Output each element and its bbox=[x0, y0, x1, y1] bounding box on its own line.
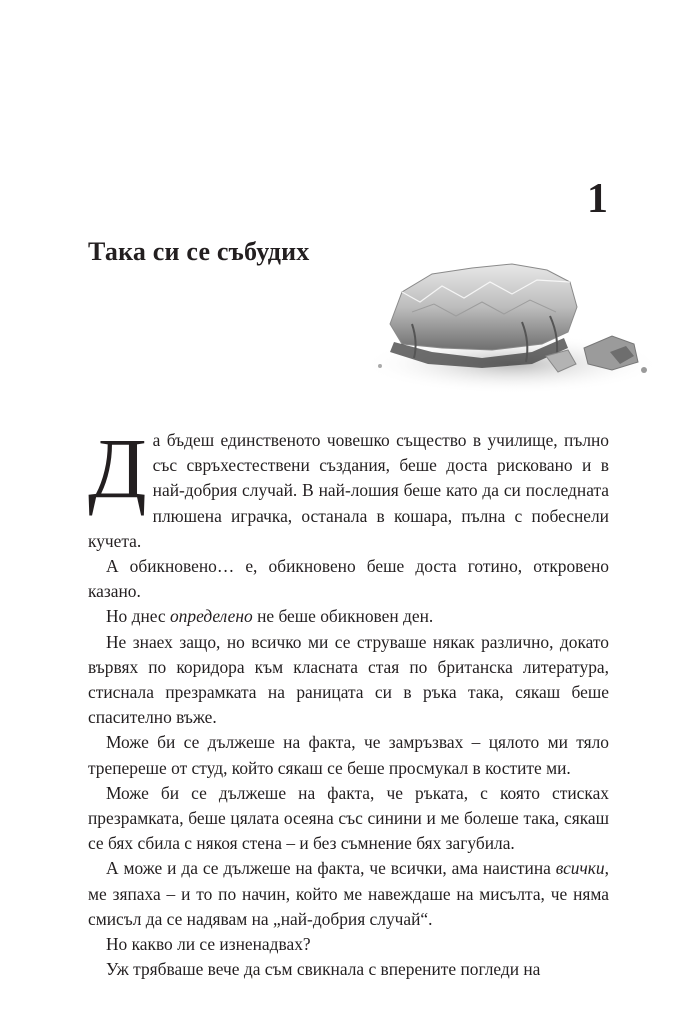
crystal-rock-illustration bbox=[372, 252, 662, 402]
paragraph-text: Но днес bbox=[106, 606, 170, 627]
paragraph bbox=[88, 604, 609, 629]
chapter-title: Така си се събудих bbox=[88, 237, 310, 266]
paragraph: А обикновено… е, обикновено беше доста готино, откровено казано. bbox=[88, 556, 609, 602]
paragraph: Но какво ли се изненадвах? bbox=[106, 934, 311, 955]
paragraph-text: а бъдеш единственото човешко същество в училище, пълно със свръхестествени създания, беше доста рисковано и в най-добрия случай. В най-лошия беше като да си последната плюшена играчка, останала в кошара, пълна с побеснели кучета. bbox=[88, 430, 609, 551]
paragraph: Уж трябваше вече да съм свикнала с вперените погледи на bbox=[106, 959, 541, 980]
paragraph: Може би се дължеше на факта, че замръзвах – цялото ми тяло трепереше от студ, който сякаш се беше просмукал в костите ми. bbox=[88, 732, 609, 778]
paragraph: Не знаех защо, но всичко ми се струваше някак различно, докато вървях по коридора към класната стая по британска литература, стиснала презрамката на раницата си в ръка така, сякаш беше спасително въже. bbox=[88, 631, 609, 728]
body-text bbox=[88, 420, 609, 982]
paragraph-text: не беше обикновен ден. bbox=[252, 606, 434, 627]
drop-cap: Д bbox=[88, 420, 147, 516]
paragraph bbox=[88, 856, 609, 932]
paragraph-text: , ме зяпаха – и то по начин, който ме навеждаше на мисълта, че няма смисъл да се надявам на „най-добрия случай“. bbox=[88, 858, 609, 929]
paragraph-text: А може и да се дължеше на факта, че всички, ама наистина bbox=[106, 858, 556, 879]
paragraph bbox=[88, 420, 609, 554]
chapter-number: 1 bbox=[587, 176, 608, 222]
paragraph: Може би се дължеше на факта, че ръката, с която стисках презрамката, беше цялата осеяна със синини и ме болеше така, сякаш се бях сбила с някоя стена – и без съмнение бях загубила. bbox=[88, 782, 609, 854]
emphasis-text: всички bbox=[555, 858, 605, 879]
emphasis-text: определено bbox=[169, 606, 253, 627]
